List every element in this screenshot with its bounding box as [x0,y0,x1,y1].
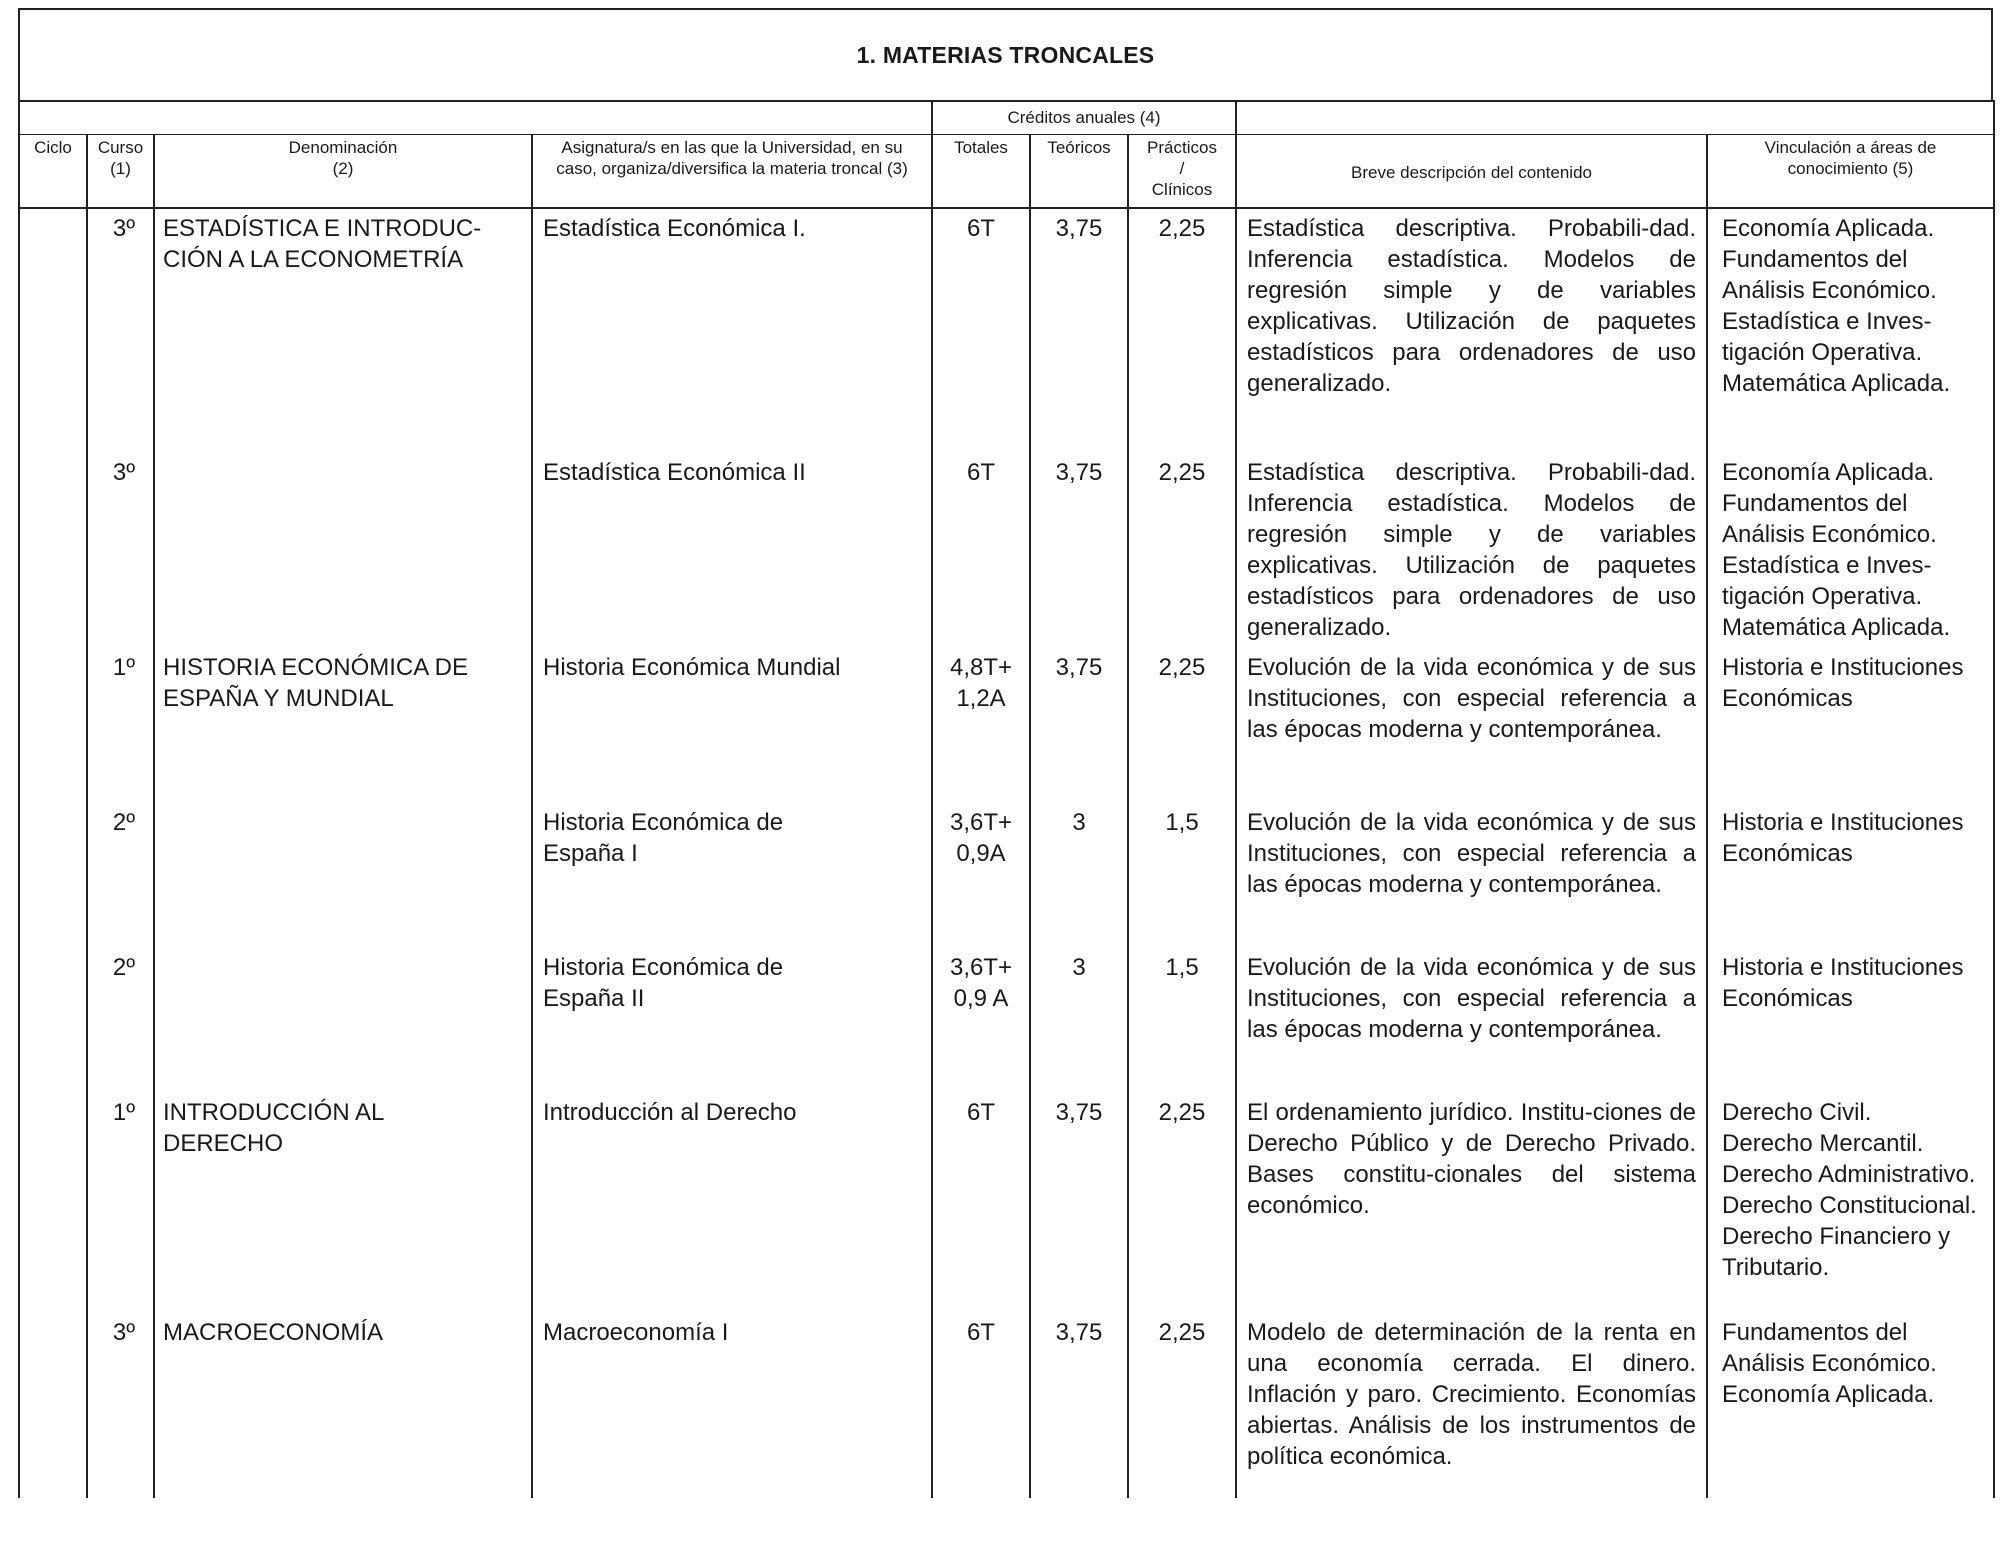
cell-curso [87,208,154,453]
cell-totales-text: 3,6T+ 0,9 A [949,954,1013,1012]
cell-asignatura [532,948,932,1093]
cell-descripcion [1236,803,1707,948]
header-blank-right [1236,101,1994,135]
header-curso: Curso (1) [87,135,154,209]
cell-descripcion [1236,1093,1707,1313]
cell-denominacion [154,803,532,948]
cell-totales-text: 6T [966,215,995,242]
cell-ciclo [19,948,87,1093]
cell-vinculacion [1707,1313,1994,1498]
header-teoricos: Teóricos [1030,135,1128,209]
table-row [19,453,1994,648]
cell-ciclo [19,803,87,948]
header-asignaturas: Asignatura/s en las que la Universidad, en su caso, organiza/diversifica la materia troncal (3) [532,135,932,209]
cell-ciclo [19,1093,87,1313]
cell-teoricos [1030,948,1128,1093]
cell-practicos-text: 2,25 [1158,459,1206,486]
cell-asignatura [532,1093,932,1313]
header-denominacion: Denominación (2) [154,135,532,209]
cell-totales [932,948,1030,1093]
cell-teoricos [1030,1093,1128,1313]
cell-teoricos-text: 3,75 [1055,459,1103,486]
cell-curso-text: 1º [112,654,135,681]
cell-curso-text: 3º [112,1319,135,1346]
cell-curso [87,948,154,1093]
cell-practicos-text: 1,5 [1165,809,1199,836]
cell-totales-text: 6T [966,1319,995,1346]
cell-curso [87,1093,154,1313]
cell-teoricos-text: 3 [1072,954,1086,981]
cell-descripcion-text: Modelo de determinación de la renta en una economía cerrada. El dinero. Inflación y paro. Crecimiento. Economías abiertas. Análisis de los instrumentos de política económica. [1247,1319,1697,1470]
page-title [18,8,1993,100]
cell-descripcion-text: Evolución de la vida económica y de sus Instituciones, con especial referencia a las épocas moderna y contemporánea. [1247,809,1697,898]
cell-teoricos-text: 3 [1072,809,1086,836]
header-descripcion: Breve descripción del contenido [1236,135,1707,209]
cell-asignatura [532,803,932,948]
header-practicos: Prácticos / Clínicos [1128,135,1236,209]
cell-descripcion-text: El ordenamiento jurídico. Institu-ciones de Derecho Público y de Derecho Privado. Bases constitu-cionales del sistema económico. [1247,1099,1697,1219]
cell-asignatura-text: Introducción al Derecho [543,1099,797,1126]
cell-teoricos [1030,648,1128,803]
cell-vinculacion [1707,1093,1994,1313]
cell-practicos [1128,1313,1236,1498]
cell-descripcion [1236,648,1707,803]
cell-practicos-text: 2,25 [1158,215,1206,242]
cell-denominacion [154,1313,532,1498]
cell-teoricos [1030,453,1128,648]
header-totales: Totales [932,135,1030,209]
table-row [19,1313,1994,1498]
cell-practicos-text: 1,5 [1165,954,1199,981]
cell-asignatura [532,453,932,648]
cell-practicos [1128,453,1236,648]
cell-asignatura [532,208,932,453]
cell-practicos [1128,803,1236,948]
cell-descripcion-text: Evolución de la vida económica y de sus Instituciones, con especial referencia a las épocas moderna y contemporánea. [1247,654,1697,743]
cell-curso [87,803,154,948]
cell-practicos [1128,1093,1236,1313]
cell-curso-text: 3º [112,215,135,242]
cell-denominacion-text: ESTADÍSTICA E INTRODUC- CIÓN A LA ECONOMETRÍA [163,215,482,273]
cell-vinculacion-text: Fundamentos del Análisis Económico. Economía Aplicada. [1722,1319,1937,1408]
cell-denominacion-text: INTRODUCCIÓN AL DERECHO [163,1099,385,1157]
cell-practicos-text: 2,25 [1158,654,1206,681]
materias-table [18,100,1995,1498]
cell-totales [932,1093,1030,1313]
cell-teoricos-text: 3,75 [1055,654,1103,681]
cell-totales-text: 3,6T+ 0,9A [949,809,1013,867]
cell-vinculacion-text: Historia e Instituciones Económicas [1722,654,1964,712]
cell-asignatura-text: Estadística Económica II [543,459,806,486]
table-row [19,208,1994,453]
cell-descripcion [1236,948,1707,1093]
header-vinculacion: Vinculación a áreas de conocimiento (5) [1707,135,1994,209]
cell-totales-text: 4,8T+ 1,2A [949,654,1013,712]
table-row [19,648,1994,803]
cell-curso-text: 3º [112,459,135,486]
cell-denominacion [154,648,532,803]
cell-descripcion [1236,453,1707,648]
cell-asignatura-text: Historia Económica Mundial [543,654,841,681]
cell-practicos [1128,948,1236,1093]
cell-asignatura-text: Macroeconomía I [543,1319,729,1346]
cell-ciclo [19,648,87,803]
cell-teoricos [1030,1313,1128,1498]
cell-curso-text: 2º [112,954,135,981]
cell-practicos [1128,208,1236,453]
cell-curso-text: 2º [112,809,135,836]
table-row [19,948,1994,1093]
cell-curso [87,1313,154,1498]
cell-teoricos-text: 3,75 [1055,1319,1103,1346]
cell-vinculacion-text: Historia e Instituciones Económicas [1722,809,1964,867]
cell-teoricos-text: 3,75 [1055,215,1103,242]
cell-vinculacion-text: Derecho Civil. Derecho Mercantil. Derecho Administrativo. Derecho Constitucional. Derecho Financiero y Tributario. [1722,1099,1977,1281]
cell-descripcion-text: Estadística descriptiva. Probabili-dad. Inferencia estadística. Modelos de regresión simple y de variables explicativas. Utilización de paquetes estadísticos para ordenadores de uso generalizado. [1247,459,1697,641]
cell-practicos [1128,648,1236,803]
cell-denominacion [154,1093,532,1313]
title-text: 1. MATERIAS TRONCALES [856,41,1155,68]
cell-vinculacion [1707,803,1994,948]
cell-totales [932,1313,1030,1498]
cell-denominacion [154,948,532,1093]
cell-asignatura [532,648,932,803]
cell-denominacion [154,453,532,648]
cell-vinculacion-text: Economía Aplicada. Fundamentos del Análisis Económico. Estadística e Inves- tigación Operativa. Matemática Aplicada. [1722,215,1951,397]
cell-totales [932,208,1030,453]
cell-asignatura-text: Historia Económica de España II [543,954,784,1012]
cell-curso-text: 1º [112,1099,135,1126]
cell-vinculacion-text: Historia e Instituciones Económicas [1722,954,1964,1012]
cell-vinculacion [1707,648,1994,803]
cell-curso [87,648,154,803]
cell-totales-text: 6T [966,1099,995,1126]
cell-denominacion-text: HISTORIA ECONÓMICA DE ESPAÑA Y MUNDIAL [163,654,468,712]
cell-asignatura [532,1313,932,1498]
cell-vinculacion [1707,208,1994,453]
cell-ciclo [19,1313,87,1498]
cell-denominacion [154,208,532,453]
cell-totales [932,453,1030,648]
cell-vinculacion [1707,453,1994,648]
cell-totales-text: 6T [966,459,995,486]
cell-vinculacion [1707,948,1994,1093]
header-blank-left [19,101,932,135]
table-row [19,803,1994,948]
cell-descripcion [1236,208,1707,453]
cell-vinculacion-text: Economía Aplicada. Fundamentos del Análisis Económico. Estadística e Inves- tigación Operativa. Matemática Aplicada. [1722,459,1951,641]
header-ciclo: Ciclo [19,135,87,209]
cell-totales [932,648,1030,803]
cell-totales [932,803,1030,948]
cell-descripcion-text: Evolución de la vida económica y de sus Instituciones, con especial referencia a las épocas moderna y contemporánea. [1247,954,1697,1043]
table-body [19,208,1994,1498]
cell-denominacion-text: MACROECONOMÍA [163,1319,384,1346]
table-row [19,1093,1994,1313]
cell-asignatura-text: Estadística Económica I. [543,215,806,242]
header-row-group [19,101,1994,135]
cell-practicos-text: 2,25 [1158,1319,1206,1346]
cell-teoricos [1030,208,1128,453]
header-creditos-group: Créditos anuales (4) [932,101,1236,135]
cell-descripcion [1236,1313,1707,1498]
cell-descripcion-text: Estadística descriptiva. Probabili-dad. Inferencia estadística. Modelos de regresión simple y de variables explicativas. Utilización de paquetes estadísticos para ordenadores de uso generalizado. [1247,215,1697,397]
cell-teoricos [1030,803,1128,948]
cell-practicos-text: 2,25 [1158,1099,1206,1126]
document-page [18,8,1995,1553]
header-row [19,135,1994,209]
cell-ciclo [19,208,87,453]
cell-asignatura-text: Historia Económica de España I [543,809,784,867]
cell-ciclo [19,453,87,648]
cell-teoricos-text: 3,75 [1055,1099,1103,1126]
cell-curso [87,453,154,648]
